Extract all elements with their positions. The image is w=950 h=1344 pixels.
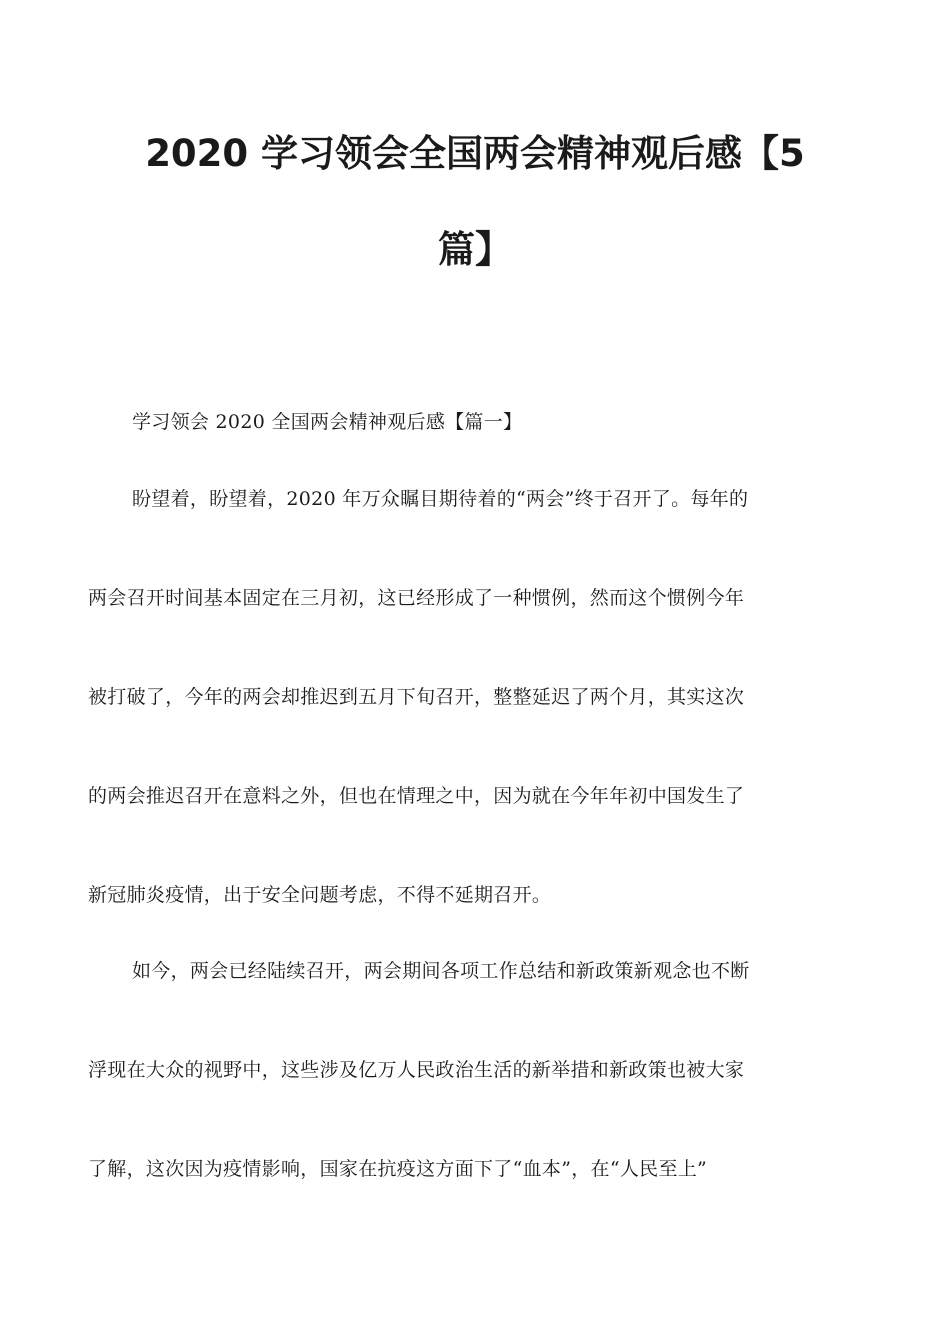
- section-heading: 学习领会 2020 全国两会精神观后感【篇一】: [132, 411, 523, 433]
- paragraph-1-line-3: 被打破了，今年的两会却推迟到五月下旬召开，整整延迟了两个月，其实这次: [88, 686, 745, 708]
- paragraph-1-line-2: 两会召开时间基本固定在三月初，这已经形成了一种惯例，然而这个惯例今年: [88, 587, 745, 609]
- paragraph-1-line-5: 新冠肺炎疫情，出于安全问题考虑，不得不延期召开。: [88, 884, 552, 906]
- paragraph-2-line-1: 如今，两会已经陆续召开，两会期间各项工作总结和新政策新观念也不断: [132, 960, 750, 982]
- paragraph-1-line-1: 盼望着，盼望着，2020 年万众瞩目期待着的“两会”终于召开了。每年的: [132, 488, 749, 510]
- paragraph-2-line-3: 了解，这次因为疫情影响，国家在抗疫这方面下了“血本”，在“人民至上”: [88, 1158, 708, 1180]
- document-title-line-1: 2020 学习领会全国两会精神观后感【5: [145, 132, 805, 175]
- paragraph-1-line-4: 的两会推迟召开在意料之外，但也在情理之中，因为就在今年年初中国发生了: [88, 785, 745, 807]
- document-title-line-2: 篇】: [438, 228, 512, 271]
- paragraph-2-line-2: 浮现在大众的视野中，这些涉及亿万人民政治生活的新举措和新政策也被大家: [88, 1059, 745, 1081]
